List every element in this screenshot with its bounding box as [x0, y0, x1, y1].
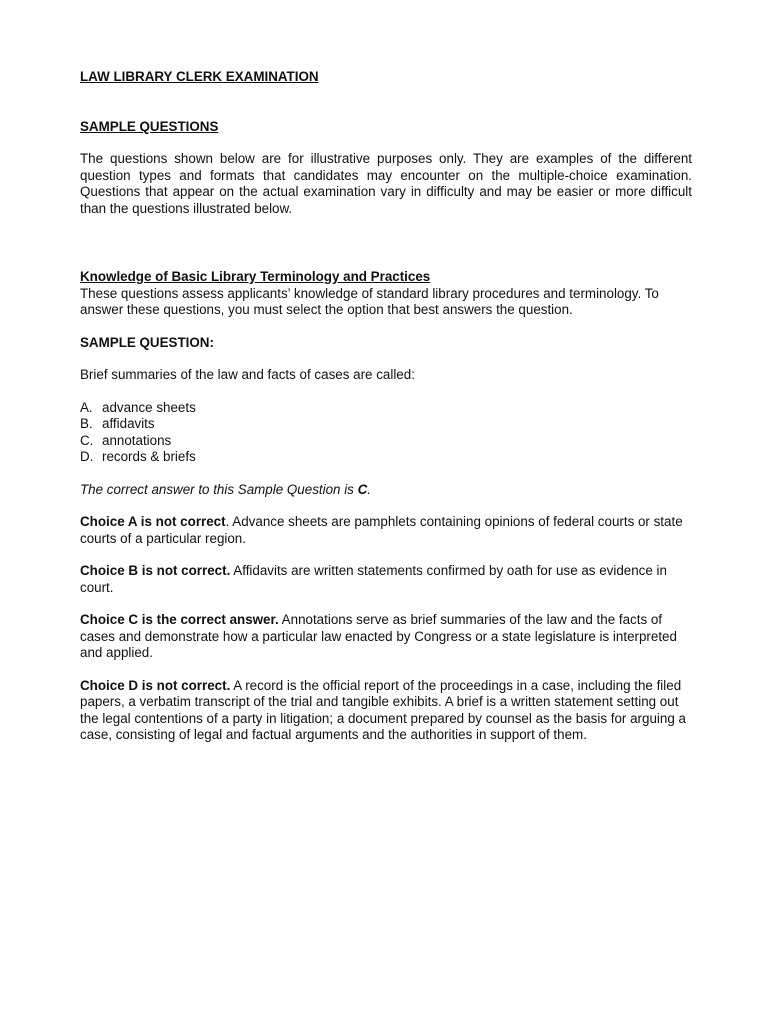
explanation-choice-a	[80, 514, 692, 547]
explanation-text: . Advance sheets are pamphlets containing opinions of federal courts or state courts of a particular region.	[80, 514, 683, 546]
answer-letter: C	[357, 481, 368, 497]
topic-title: Knowledge of Basic Library Terminology and Practices	[80, 269, 431, 284]
explanation-text: A record is the official report of the proceedings in a case, including the filed papers, a verbatim transcript of the trial and tangible exhibits. A brief is a written statement setting out the legal contentions of a party in litigation; a document prepared by counsel as the basis for arguing a case, consisting of legal and factual arguments and the authorities in support of them.	[80, 677, 686, 742]
option-text: annotations	[102, 432, 172, 448]
option-letter: D.	[80, 449, 94, 464]
answer-options	[80, 400, 692, 466]
option-text: records & briefs	[102, 449, 196, 464]
option-d	[80, 449, 692, 466]
explanation-choice-c	[80, 612, 692, 662]
option-letter: C.	[80, 432, 94, 448]
explanation-lead: Choice B is not correct.	[80, 563, 231, 578]
option-b	[80, 416, 692, 433]
sample-question-label: SAMPLE QUESTION:	[80, 334, 214, 350]
explanation-choice-d	[80, 678, 692, 744]
explanation-text: Annotations serve as brief summaries of the law and the facts of cases and demonstrate how a particular law enacted by Congress or a state legislature is interpreted and applied.	[80, 612, 677, 660]
option-text: advance sheets	[102, 399, 196, 415]
correct-answer-line	[80, 482, 692, 499]
option-letter: A.	[80, 399, 93, 415]
answer-prefix: The correct answer to this Sample Question is	[80, 481, 358, 497]
section-title: SAMPLE QUESTIONS	[80, 118, 219, 134]
document-title: LAW LIBRARY CLERK EXAMINATION	[80, 69, 319, 84]
document-page	[80, 69, 692, 744]
option-c	[80, 433, 692, 450]
explanation-text: Affidavits are written statements confirmed by oath for use as evidence in court.	[80, 563, 667, 595]
explanation-lead: Choice A is not correct	[80, 514, 226, 529]
intro-paragraph: The questions shown below are for illustrative purposes only. They are examples of the different question types and formats that candidates may encounter on the multiple-choice examination. Questions that appear on the actual examination vary in difficulty and may be easier or more difficult than the questions illustrated below.	[80, 151, 692, 216]
option-text: affidavits	[102, 416, 155, 431]
explanation-lead: Choice D is not correct.	[80, 677, 231, 693]
explanation-choice-b	[80, 563, 692, 596]
topic-description: These questions assess applicants’ knowledge of standard library procedures and terminology. To answer these questions, you must select the option that best answers the question.	[80, 285, 659, 317]
question-text: Brief summaries of the law and facts of cases are called:	[80, 367, 415, 382]
explanation-lead: Choice C is the correct answer.	[80, 612, 279, 627]
option-a	[80, 400, 692, 417]
answer-suffix: .	[367, 481, 372, 497]
option-letter: B.	[80, 416, 93, 431]
